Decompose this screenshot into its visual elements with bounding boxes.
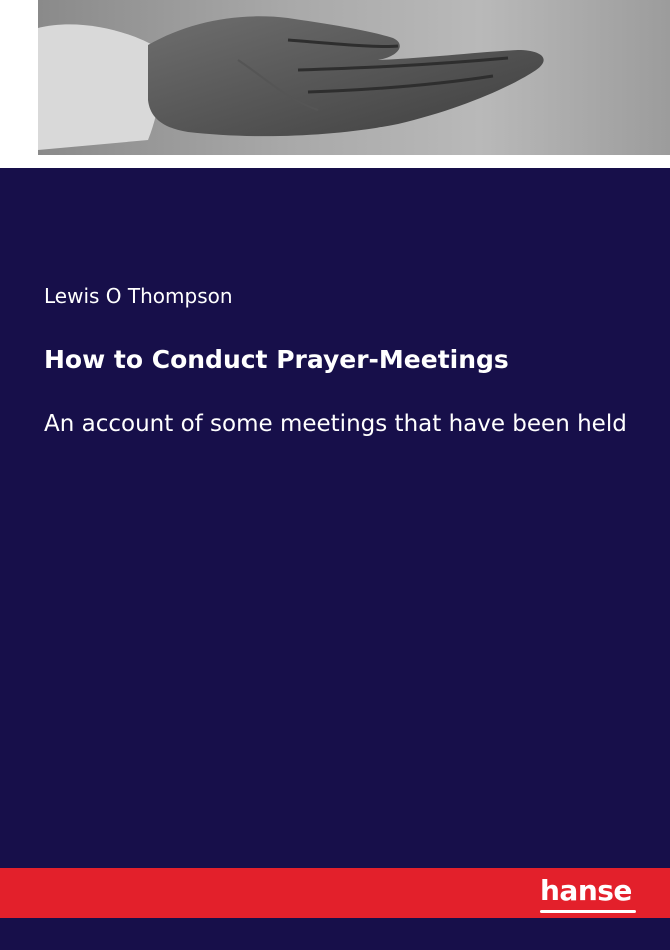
open-hand-photo [38, 0, 670, 155]
hand-illustration [38, 0, 670, 155]
cover-background [0, 168, 670, 868]
book-title: How to Conduct Prayer-Meetings [44, 345, 509, 374]
bottom-band [0, 918, 670, 950]
cover-photo-strip [0, 0, 670, 168]
author-name: Lewis O Thompson [44, 284, 233, 308]
publisher-logo: hanse [540, 874, 632, 907]
book-subtitle: An account of some meetings that have been held [44, 411, 627, 437]
publisher-logo-underline [540, 910, 636, 913]
